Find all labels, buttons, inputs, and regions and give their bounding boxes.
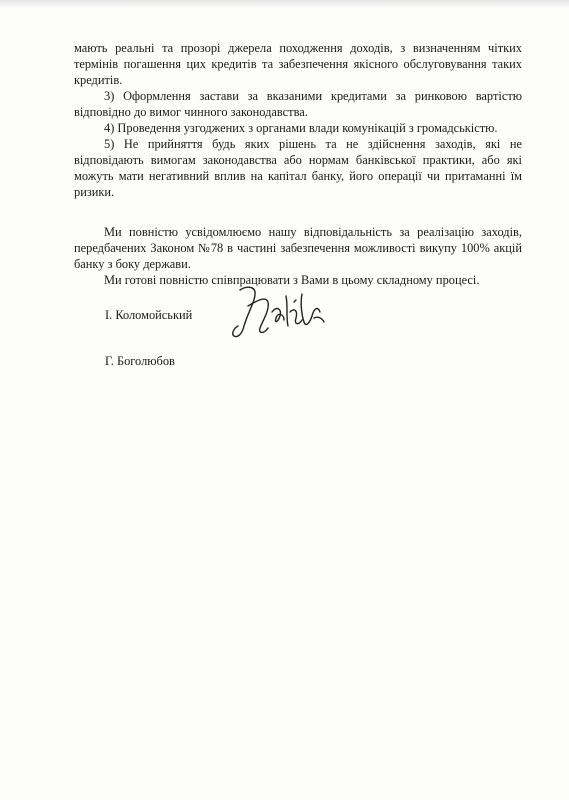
paragraph-cooperation: Ми готові повністю співпрацювати з Вами в цьому складному процесі. [104, 273, 480, 287]
paragraph-gap [74, 200, 522, 224]
paragraph-communications: 4) Проведення узгоджених з органами влади комунікацій з громадськістю. [104, 121, 498, 135]
paragraph-collateral: 3) Оформлення застави за вказаними кредитами за ринковою вартістю відповідно до вимог чинного законодавства. [74, 89, 522, 119]
handwritten-signature [228, 282, 330, 342]
signer-kolomoisky: І. Коломойський [105, 308, 193, 322]
letter-body [74, 40, 522, 288]
signer-bogolyubov: Г. Боголюбов [105, 354, 175, 368]
paragraph-no-decisions: 5) Не прийняття будь яких рішень та не здійснення заходів, які не відповідають вимогам законодавства або нормам банківської практики, або які можуть мати негативний вплив на капітал банку, його операції чи притаманні їм ризики. [74, 137, 522, 199]
paragraph-responsibility: Ми повністю усвідомлюємо нашу відповідальність за реалізацію заходів, передбачених Законом №78 в частині забезпечення можливості викупу 100% акцій банку з боку держави. [74, 225, 522, 271]
scan-top-edge [0, 0, 569, 8]
paragraph-credit-terms: мають реальні та прозорі джерела походження доходів, з визначенням чітких термінів погашення цих кредитів та забезпечення якісного обслуговування таких кредитів. [74, 41, 522, 87]
